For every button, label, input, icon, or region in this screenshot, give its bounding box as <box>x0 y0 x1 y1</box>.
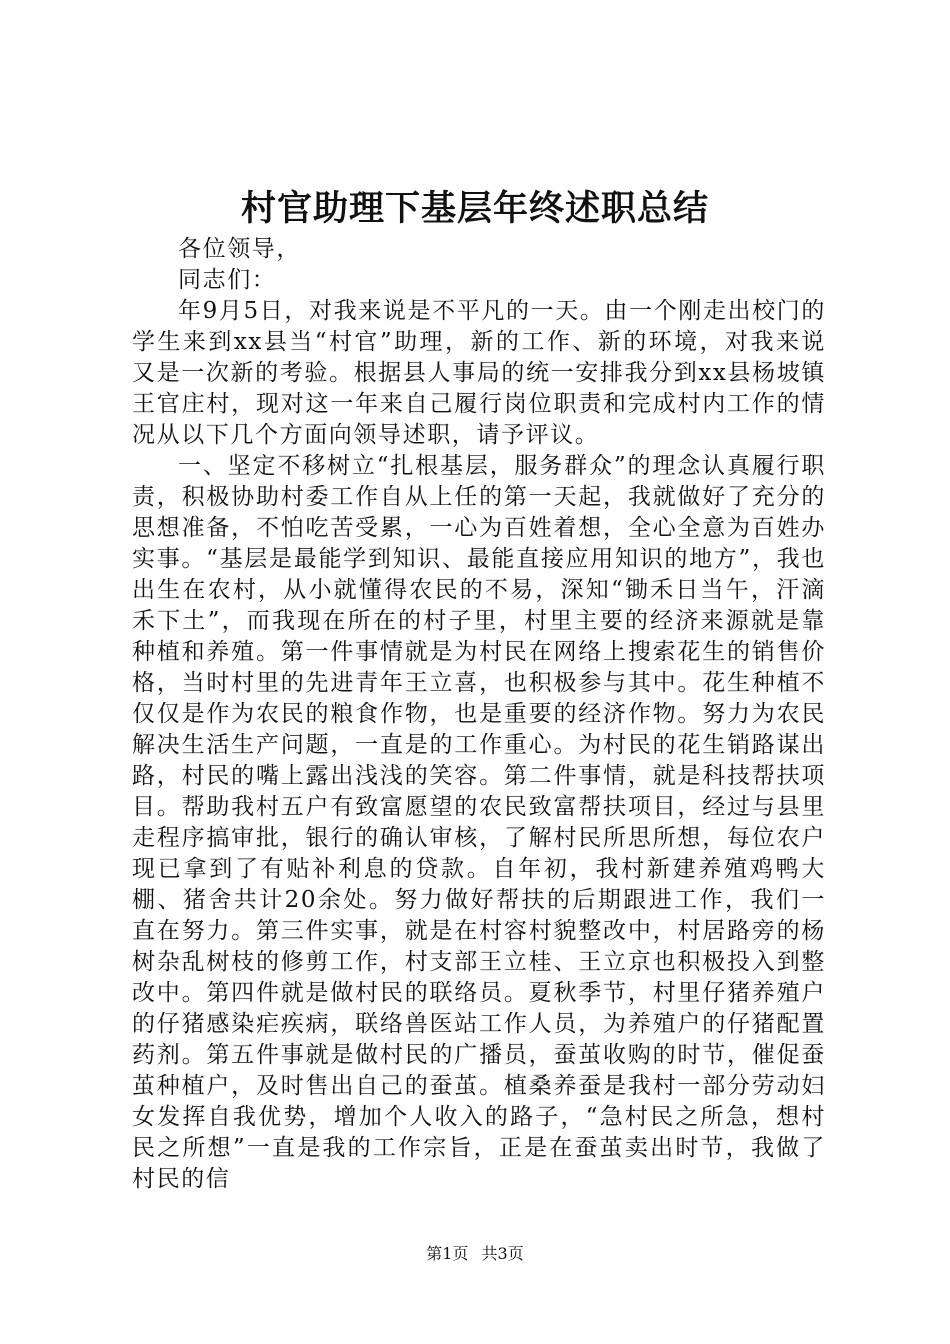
document-title: 村官助理下基层年终述职总结 <box>240 189 709 229</box>
greeting-line: 各位领导， <box>178 236 301 262</box>
body-paragraph: 一、坚定不移树立“扎根基层，服务群众”的理念认真履行职责，积极协助村委工作自从上任的第一天起，我就做好了充分的思想准备，不怕吃苦受累，一心为百姓着想，全心全意为百姓办实事。“基层是最能学到知识、最能直接应用知识的地方”，我也出生在农村，从小就懂得农民的不易，深知“锄禾日当午，汗滴禾下土”，而我现在所在的村子里，村里主要的经济来源就是靠种植和养殖。第一件事情就是为村民在网络上搜索花生的销售价格，当时村里的先进青年王立喜，也积极参与其中。花生种植不仅仅是作为农民的粮食作物，也是重要的经济作物。努力为农民解决生活生产问题，一直是的工作重心。为村民的花生销路谋出路，村民的嘴上露出浅浅的笑容。第二件事情，就是科技帮扶项目。帮助我村五户有致富愿望的农民致富帮扶项目，经过与县里走程序搞审批，银行的确认审核，了解村民所思所想，每位农户现已拿到了有贴补利息的贷款。自年初，我村新建养殖鸡鸭大棚、猪舍共计20余处。努力做好帮扶的后期跟进工作，我们一直在努力。第三件实事，就是在村容村貌整改中，村居路旁的杨树杂乱树枝的修剪工作，村支部王立桂、王立京也积极投入到整改中。第四件就是做村民的联络员。夏秋季节，村里仔猪养殖户的仔猪感染疟疾病，联络兽医站工作人员，为养殖户的仔猪配置药剂。第五件事就是做村民的广播员，蚕茧收购的时节，催促蚕茧种植户，及时售出自己的蚕茧。植桑养蚕是我村一部分劳动妇女发挥自我优势，增加个人收入的路子，“急村民之所急，想村民之所想”一直是我的工作宗旨，正是在蚕茧卖出时节，我做了村民的信 <box>132 453 826 1192</box>
document-body <box>132 234 826 1195</box>
page-total: 共3页 <box>481 1244 524 1263</box>
page-footer <box>0 1243 950 1265</box>
greeting-line: 同志们： <box>178 267 277 293</box>
page-number: 第1页 <box>426 1244 469 1263</box>
body-paragraph: 年9月5日，对我来说是不平凡的一天。由一个刚走出校门的学生来到xx县当“村官”助理，新的工作、新的环境，对我来说又是一次新的考验。根据县人事局的统一安排我分到xx县杨坡镇王官庄村，现对这一年来自己履行岗位职责和完成村内工作的情况从以下几个方面向领导述职，请予评议。 <box>132 298 826 448</box>
